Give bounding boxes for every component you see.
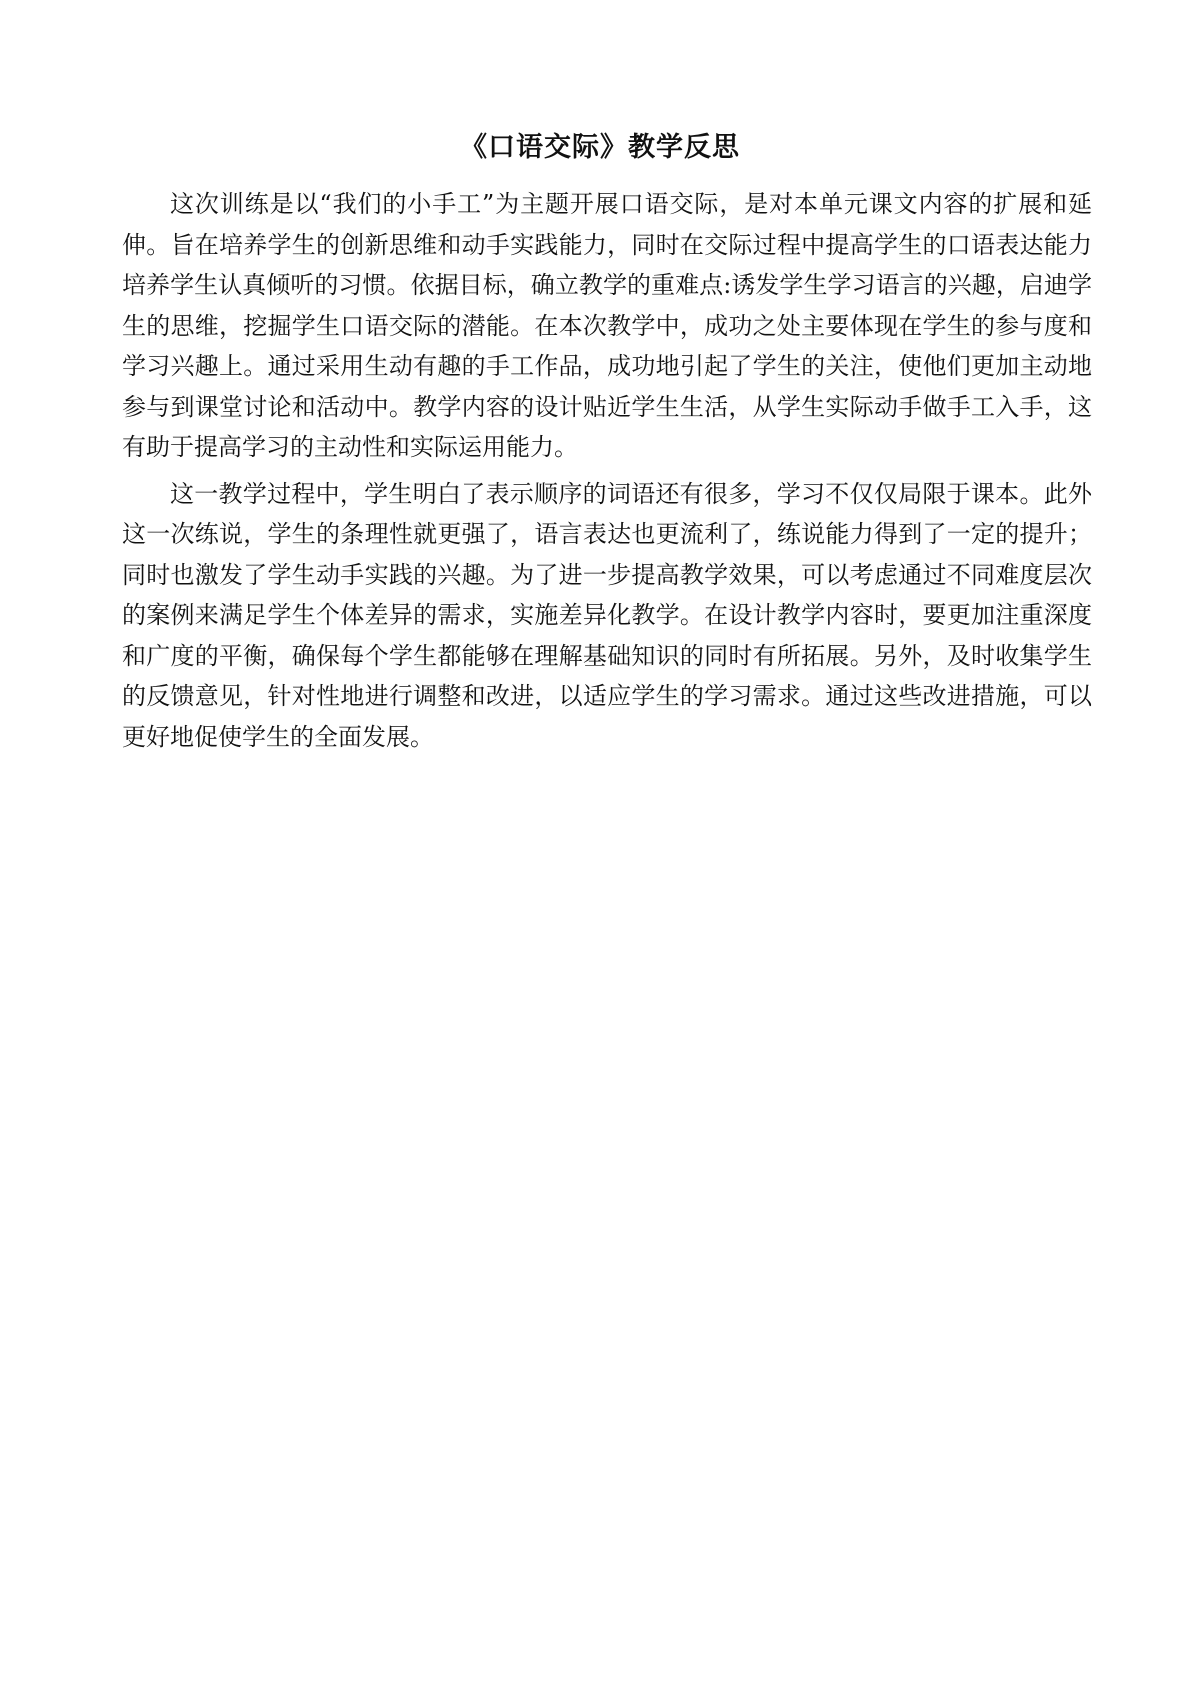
- document-body: [122, 184, 1092, 757]
- document-title: 《口语交际》教学反思: [460, 132, 740, 163]
- paragraph-2: 这一教学过程中，学生明白了表示顺序的词语还有很多，学习不仅仅局限于课本。此外这一次练说，学生的条理性就更强了，语言表达也更流利了，练说能力得到了一定的提升；同时也激发了学生动手实践的兴趣。为了进一步提高教学效果，可以考虑通过不同难度层次的案例来满足学生个体差异的需求，实施差异化教学。在设计教学内容时，要更加注重深度和广度的平衡，确保每个学生都能够在理解基础知识的同时有所拓展。另外，及时收集学生的反馈意见，针对性地进行调整和改进，以适应学生的学习需求。通过这些改进措施，可以更好地促使学生的全面发展。: [122, 479, 1092, 751]
- paragraph-1: 这次训练是以“我们的小手工”为主题开展口语交际，是对本单元课文内容的扩展和延伸。旨在培养学生的创新思维和动手实践能力，同时在交际过程中提高学生的口语表达能力培养学生认真倾听的习惯。依据目标，确立教学的重难点:诱发学生学习语言的兴趣，启迪学生的思维，挖掘学生口语交际的潜能。在本次教学中，成功之处主要体现在学生的参与度和学习兴趣上。通过采用生动有趣的手工作品，成功地引起了学生的关注，使他们更加主动地参与到课堂讨论和活动中。教学内容的设计贴近学生生活，从学生实际动手做手工入手，这有助于提高学习的主动性和实际运用能力。: [122, 190, 1092, 461]
